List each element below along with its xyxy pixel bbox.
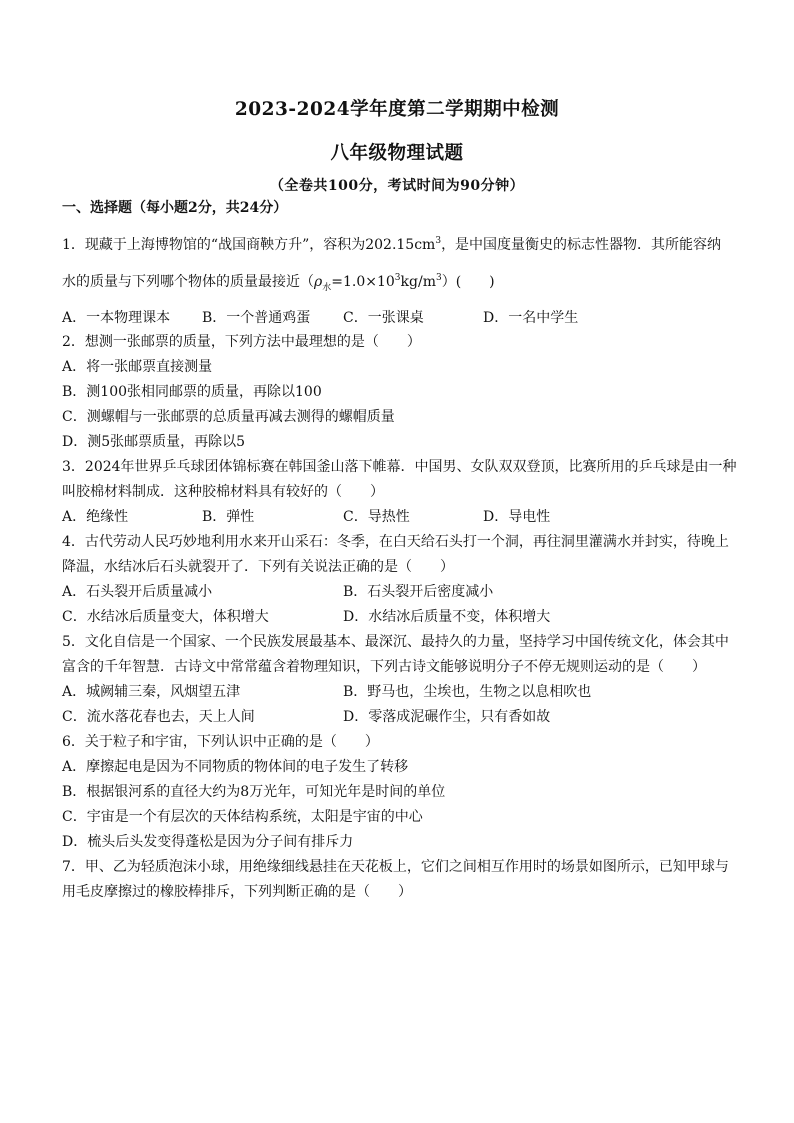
q5-option-a: A．城阙辅三秦，风烟望五津 xyxy=(62,684,241,700)
q1-stem-line1: 1．现藏于上海博物馆的“战国商鞅方升”，容积为$202.15cm^3$，是中国度量衡史的标志性器物．其所能容纳 xyxy=(62,236,722,253)
q4-stem-line2: 降温，水结冰后石头就裂开了．下列有关说法正确的是（ ） xyxy=(62,559,454,575)
q7-stem-line2: 用毛皮摩擦过的橡胶棒排斥，下列判断正确的是（ ） xyxy=(62,884,412,900)
q1-option-d: D．一名中学生 xyxy=(483,310,579,326)
q6-option-b: B．根据银河系的直径大约为8万光年，可知光年是时间的单位 xyxy=(62,784,446,800)
q3-option-d: D．导电性 xyxy=(483,509,551,525)
exam-note: （全卷共100分，考试时间为90分钟） xyxy=(269,178,525,194)
q1-option-c: C．一张课桌 xyxy=(343,310,424,326)
q5-stem-line1: 5．文化自信是一个国家、一个民族发展最基本、最深沉、最持久的力量，坚持学习中国传统文化，体会其中 xyxy=(62,634,729,650)
exam-subtitle: 八年级物理试题 xyxy=(330,143,464,164)
q3-stem-line1: 3．2024年世界乒乓球团体锦标赛在韩国釜山落下帷幕．中国男、女队双双登顶，比赛所用的乒乓球是由一种 xyxy=(62,459,737,475)
exam-title: 2023-2024学年度第二学期期中检测 xyxy=(234,99,560,120)
q4-option-a: A．石头裂开后质量减小 xyxy=(62,584,213,600)
q1-option-b: B．一个普通鸡蛋 xyxy=(202,310,311,326)
q4-option-d: D．水结冰后质量不变，体积增大 xyxy=(343,609,551,625)
q3-option-c: C．导热性 xyxy=(343,509,410,525)
q2-option-b: B．测100张相同邮票的质量，再除以100 xyxy=(62,384,322,400)
q5-option-c: C．流水落花春也去，天上人间 xyxy=(62,709,255,725)
q5-option-b: B．野马也，尘埃也，生物之以息相吹也 xyxy=(343,684,592,700)
q4-option-c: C．水结冰后质量变大，体积增大 xyxy=(62,609,269,625)
q1-stem-line2: 水的质量与下列哪个物体的质量最接近$(\rho_水=1.0\times 10^3kg/m^3)$( ) xyxy=(62,273,495,293)
q2-option-c: C．测螺帽与一张邮票的总质量再减去测得的螺帽质量 xyxy=(62,409,395,425)
section-heading: 一、选择题（每小题2分，共24分） xyxy=(62,200,288,216)
q3-option-a: A．绝缘性 xyxy=(62,509,129,525)
q2-option-a: A．将一张邮票直接测量 xyxy=(62,359,213,375)
q5-option-d: D．零落成泥碾作尘，只有香如故 xyxy=(343,709,551,725)
q3-option-b: B．弹性 xyxy=(202,509,255,525)
q4-stem-line1: 4．古代劳动人民巧妙地利用水来开山采石：冬季，在白天给石头打一个洞，再往洞里灌满水并封实，待晚上 xyxy=(62,534,729,550)
q1-option-a: A．一本物理课本 xyxy=(62,310,171,326)
q4-option-b: B．石头裂开后密度减小 xyxy=(343,584,494,600)
q7-stem-line1: 7．甲、乙为轻质泡沫小球，用绝缘细线悬挂在天花板上，它们之间相互作用时的场景如图所示，已知甲球与 xyxy=(62,859,729,875)
q3-stem-line2: 叫胶棉材料制成．这种胶棉材料具有较好的（ ） xyxy=(62,484,384,500)
q2-stem: 2．想测一张邮票的质量，下列方法中最理想的是（ ） xyxy=(62,334,421,350)
q2-option-d: D．测5张邮票质量，再除以5 xyxy=(62,434,246,450)
q6-option-c: C．宇宙是一个有层次的天体结构系统，太阳是宇宙的中心 xyxy=(62,809,423,825)
q6-option-d: D．梳头后头发变得蓬松是因为分子间有排斥力 xyxy=(62,834,354,850)
q5-stem-line2: 富含的千年智慧．古诗文中常常蕴含着物理知识，下列古诗文能够说明分子不停无规则运动的是（ ） xyxy=(62,659,706,675)
q6-stem: 6．关于粒子和宇宙，下列认识中正确的是（ ） xyxy=(62,734,379,750)
q6-option-a: A．摩擦起电是因为不同物质的物体间的电子发生了转移 xyxy=(62,759,409,775)
